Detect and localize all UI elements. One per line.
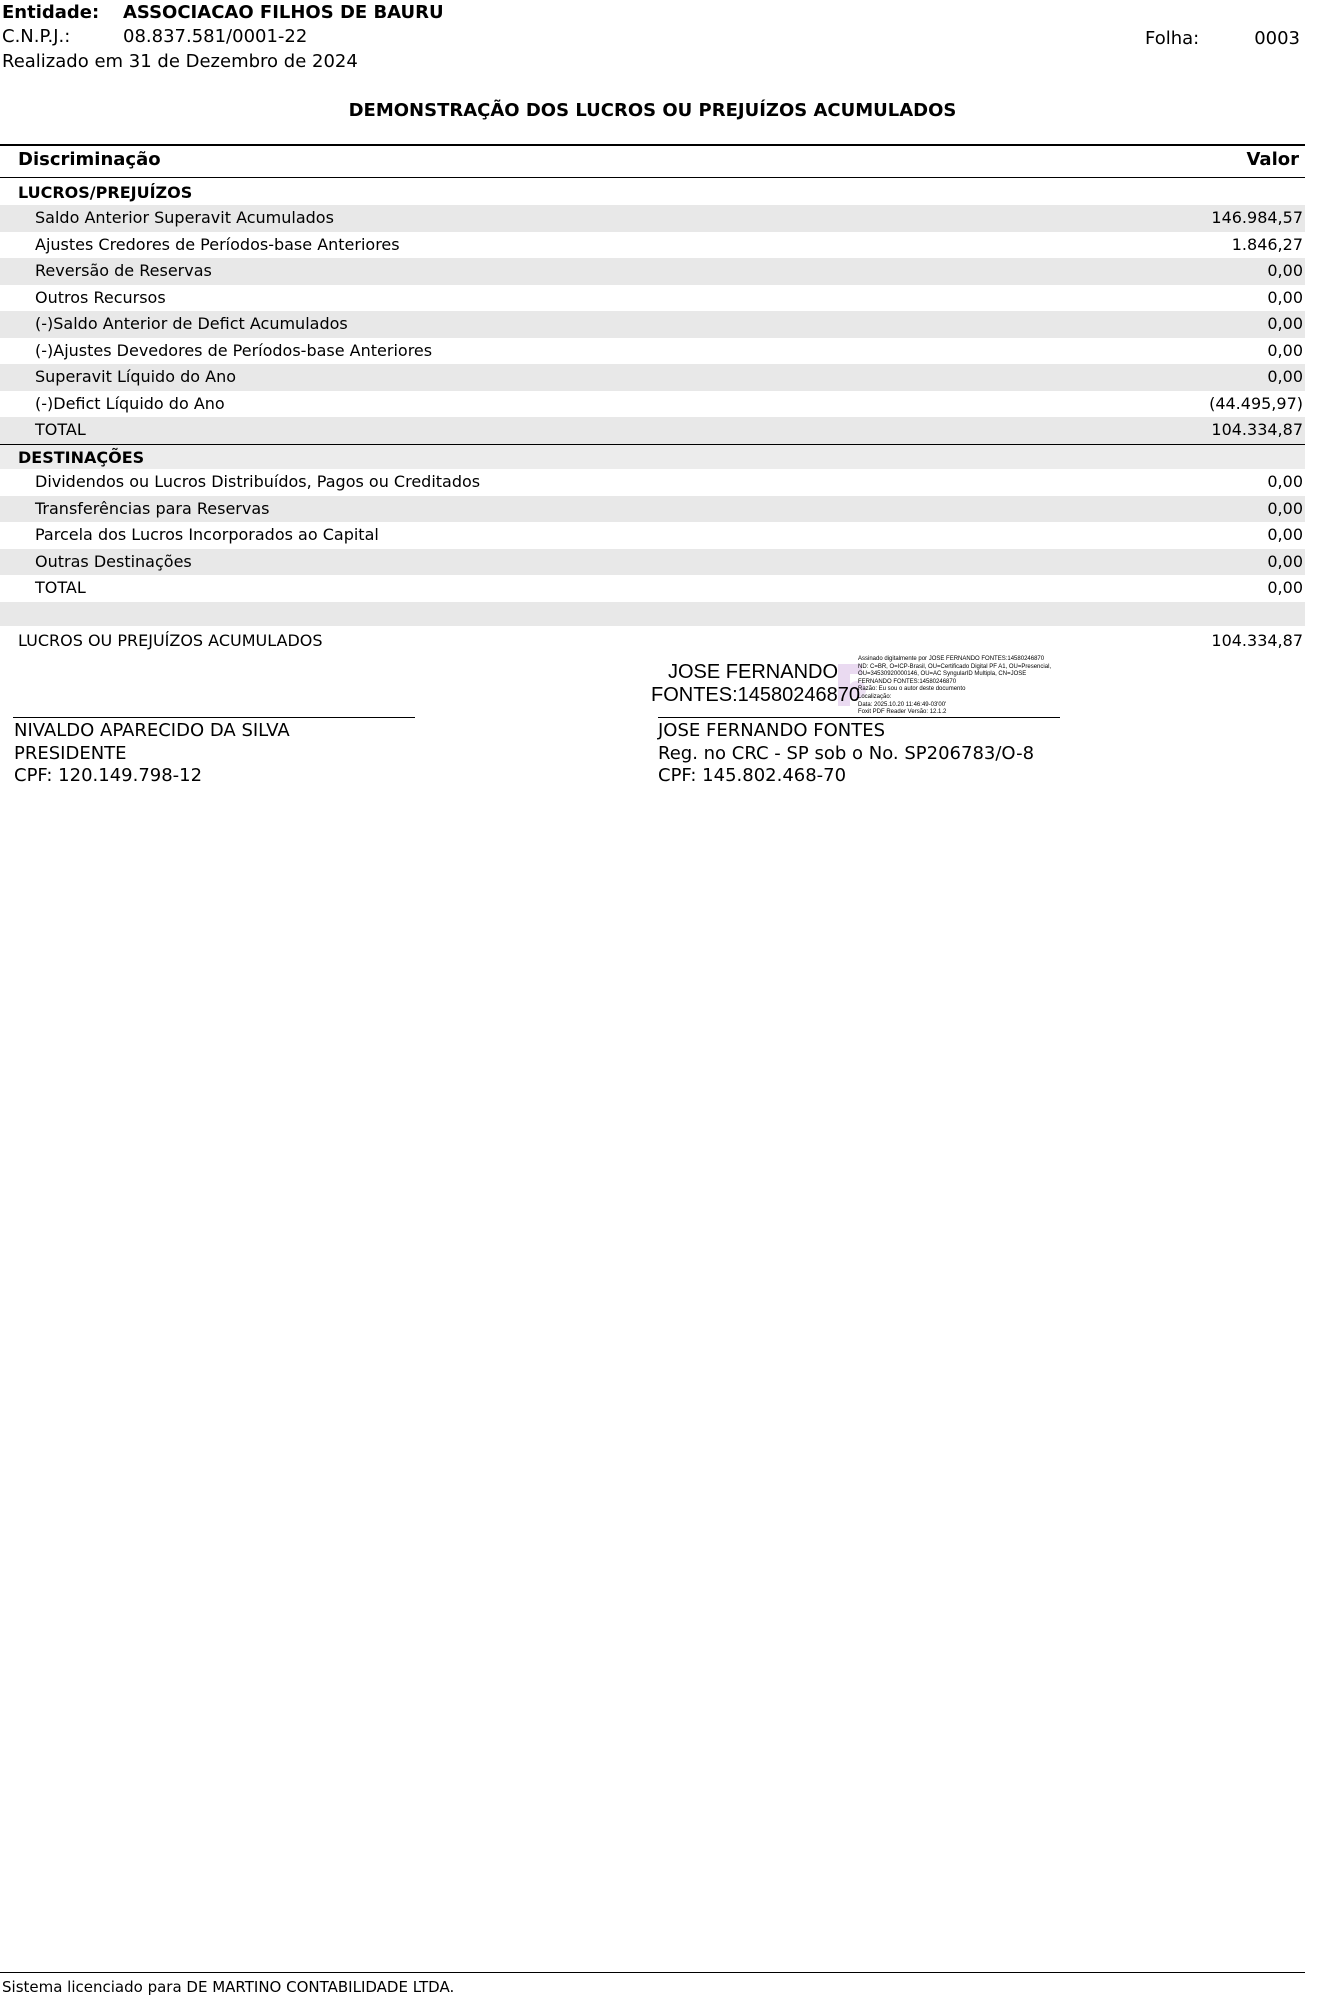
stamp-fine-line: Razão: Eu sou o autor deste documento bbox=[858, 686, 966, 693]
col-header-discriminacao: Discriminação bbox=[18, 149, 161, 170]
stamp-fine-line: FERNANDO FONTES:14580246870 bbox=[858, 678, 957, 685]
table-row bbox=[0, 311, 1305, 338]
row-value: 0,00 bbox=[1267, 525, 1303, 544]
stamp-name-line2: FONTES:14580246870 bbox=[651, 684, 861, 706]
signer-left-cpf: CPF: 120.149.798-12 bbox=[14, 765, 203, 786]
signer-right-name: JOSE FERNANDO FONTES bbox=[658, 720, 886, 741]
table-row bbox=[0, 285, 1305, 312]
section-heading-destinacoes: DESTINAÇÕES bbox=[18, 448, 145, 467]
row-value: 0,00 bbox=[1267, 340, 1303, 360]
section-band bbox=[0, 445, 1305, 469]
row-label: (-)Defict Líquido do Ano bbox=[35, 393, 225, 413]
row-label: Parcela dos Lucros Incorporados ao Capital bbox=[35, 525, 379, 544]
row-label: Reversão de Reservas bbox=[35, 261, 212, 280]
cnpj-value: 08.837.581/0001-22 bbox=[123, 26, 308, 47]
row-label: Transferências para Reservas bbox=[35, 498, 270, 518]
folha-label: Folha: bbox=[1145, 28, 1200, 49]
stamp-name-line1: JOSE FERNANDO bbox=[668, 661, 839, 683]
footer-rule bbox=[0, 1972, 1305, 1973]
row-label: Outras Destinações bbox=[35, 551, 192, 571]
table-row bbox=[0, 391, 1305, 418]
row-value: 146.984,57 bbox=[1211, 208, 1303, 227]
table-row bbox=[0, 258, 1305, 285]
row-label: TOTAL bbox=[35, 420, 86, 439]
row-value: 0,00 bbox=[1267, 498, 1303, 518]
folha-value: 0003 bbox=[1254, 28, 1300, 49]
stamp-fine-line: Data: 2025.10.20 11:46:49-03'00' bbox=[858, 701, 947, 708]
entity-label: Entidade: bbox=[2, 2, 100, 23]
row-label: Saldo Anterior Superavit Acumulados bbox=[35, 208, 334, 227]
table-row bbox=[0, 364, 1305, 391]
signer-left-role: PRESIDENTE bbox=[14, 742, 127, 764]
total-row bbox=[0, 575, 1305, 602]
table-row bbox=[0, 338, 1305, 365]
row-value: 0,00 bbox=[1267, 578, 1303, 597]
row-label: Ajustes Credores de Períodos-base Anteriores bbox=[35, 234, 400, 254]
stamp-fine-line: ND: C=BR, O=ICP-Brasil, OU=Certificado Digital PF A1, OU=Presencial, bbox=[858, 663, 1052, 670]
page-title: DEMONSTRAÇÃO DOS LUCROS OU PREJUÍZOS ACUMULADOS bbox=[348, 100, 957, 121]
total-row bbox=[0, 417, 1305, 444]
realizado-date: Realizado em 31 de Dezembro de 2024 bbox=[2, 51, 358, 72]
table-header-rule bbox=[0, 177, 1305, 178]
table-row bbox=[0, 496, 1305, 523]
stamp-fine-line: Foxit PDF Reader Versão: 12.1.2 bbox=[858, 709, 947, 716]
table-top-rule bbox=[0, 144, 1305, 146]
row-label: Superavit Líquido do Ano bbox=[35, 367, 236, 386]
row-value: 0,00 bbox=[1267, 472, 1303, 491]
row-value: 0,00 bbox=[1267, 314, 1303, 333]
signer-right-cpf: CPF: 145.802.468-70 bbox=[658, 765, 847, 786]
table-row bbox=[0, 549, 1305, 576]
table-row bbox=[0, 232, 1305, 259]
row-label: Dividendos ou Lucros Distribuídos, Pagos ou Creditados bbox=[35, 472, 481, 491]
stamp-fine-print bbox=[858, 656, 1051, 717]
result-value: 104.334,87 bbox=[1211, 631, 1303, 650]
stamp-fine-line: Assinado digitalmente por JOSE FERNANDO FONTES:14580246870 bbox=[858, 656, 1045, 662]
row-label: Outros Recursos bbox=[35, 287, 166, 307]
row-label: (-)Saldo Anterior de Defict Acumulados bbox=[35, 314, 348, 333]
col-header-valor: Valor bbox=[1246, 149, 1299, 170]
signer-left-name: NIVALDO APARECIDO DA SILVA bbox=[14, 720, 290, 741]
row-label: (-)Ajustes Devedores de Períodos-base Anteriores bbox=[35, 340, 433, 360]
stamp-fine-line: Localização: bbox=[858, 693, 892, 700]
table-row bbox=[0, 469, 1305, 496]
footer-license: Sistema licenciado para DE MARTINO CONTABILIDADE LTDA. bbox=[2, 1978, 455, 1996]
row-value: (44.495,97) bbox=[1209, 393, 1303, 413]
signature-line-right bbox=[658, 717, 1060, 718]
stamp-fine-line: OU=34530920000146, OU=AC SyngularID Multipla, CN=JOSE bbox=[858, 671, 1027, 678]
table-row bbox=[0, 205, 1305, 232]
row-value: 0,00 bbox=[1267, 367, 1303, 386]
table-row bbox=[0, 522, 1305, 549]
row-value: 1.846,27 bbox=[1231, 234, 1303, 254]
signer-right-role: Reg. no CRC - SP sob o No. SP206783/O-8 bbox=[658, 742, 1035, 764]
row-label: TOTAL bbox=[35, 578, 86, 597]
section-heading-lucros: LUCROS/PREJUÍZOS bbox=[18, 183, 193, 202]
cnpj-label: C.N.P.J.: bbox=[2, 26, 71, 47]
row-value: 0,00 bbox=[1267, 551, 1303, 571]
row-value: 0,00 bbox=[1267, 287, 1303, 307]
row-value: 104.334,87 bbox=[1211, 420, 1303, 439]
row-value: 0,00 bbox=[1267, 261, 1303, 280]
result-label: LUCROS OU PREJUÍZOS ACUMULADOS bbox=[18, 631, 323, 650]
signature-line-left bbox=[13, 717, 415, 718]
spacer-row bbox=[0, 602, 1305, 626]
entity-name: ASSOCIACAO FILHOS DE BAURU bbox=[123, 2, 444, 23]
